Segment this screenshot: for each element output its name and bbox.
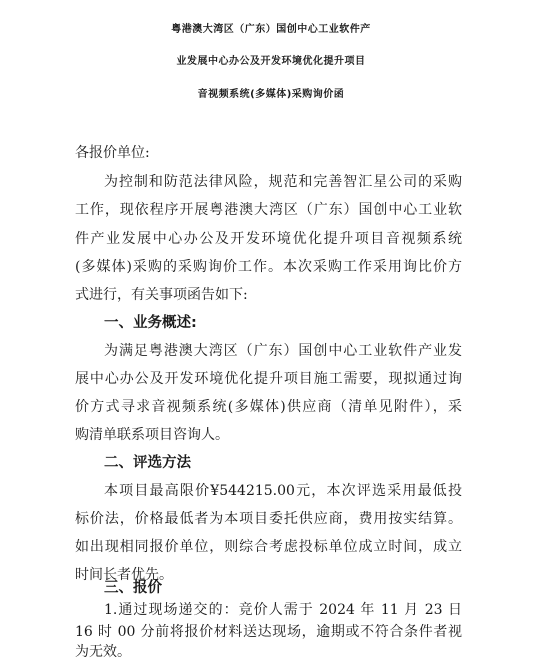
section-1-heading: 一、业务概述: — [104, 315, 197, 331]
section-2-heading: 二、评选方法 — [104, 455, 191, 471]
section-2-line: 本项目最高限价¥544215.00元，本次评选采用最低投 — [104, 483, 462, 499]
document-title-line-2: 业发展中心办公及开发环境优化提升项目 — [176, 56, 366, 67]
section-1-line: 展中心办公及开发环境优化提升项目施工需要，现拟通过询 — [75, 371, 462, 387]
intro-line: 式进行，有关事项函告如下: — [75, 287, 248, 303]
section-3-line: 为无效。 — [75, 644, 131, 660]
intro-line: 工作，现依程序开展粤港澳大湾区（广东）国创中心工业软 — [75, 202, 462, 218]
section-2-line: 时间长者优先。 — [75, 567, 173, 583]
section-1-line: 购清单联系项目咨询人。 — [75, 427, 229, 443]
section-3-line: 1.通过现场递交的：竞价人需于 2024 年 11 月 23 日 — [104, 602, 462, 618]
document-title-line-3: 音视频系统(多媒体)采购询价函 — [197, 89, 345, 100]
intro-line: 件产业发展中心办公及开发环境优化提升项目音视频系统 — [75, 231, 462, 247]
intro-line: (多媒体)采购的采购询价工作。本次采购工作采用询比价方 — [75, 259, 462, 275]
section-1-line: 价方式寻求音视频系统(多媒体)供应商（清单见附件），采 — [75, 399, 462, 415]
section-3-heading: 三、报价 — [104, 580, 162, 596]
section-1-line: 为满足粤港澳大湾区（广东）国创中心工业软件产业发 — [104, 343, 462, 359]
section-3-line: 16 时 00 分前将报价材料送达现场，逾期或不符合条件者视 — [75, 624, 462, 640]
salutation: 各报价单位: — [75, 145, 150, 161]
section-2-line: 标价法，价格最低者为本项目委托供应商，费用按实结算。 — [75, 511, 462, 527]
section-2-line: 如出现相同报价单位，则综合考虑投标单位成立时间，成立 — [75, 539, 462, 555]
document-title-line-1: 粤港澳大湾区（广东）国创中心工业软件产 — [171, 24, 371, 35]
intro-line: 为控制和防范法律风险，规范和完善智汇星公司的采购 — [104, 174, 462, 190]
